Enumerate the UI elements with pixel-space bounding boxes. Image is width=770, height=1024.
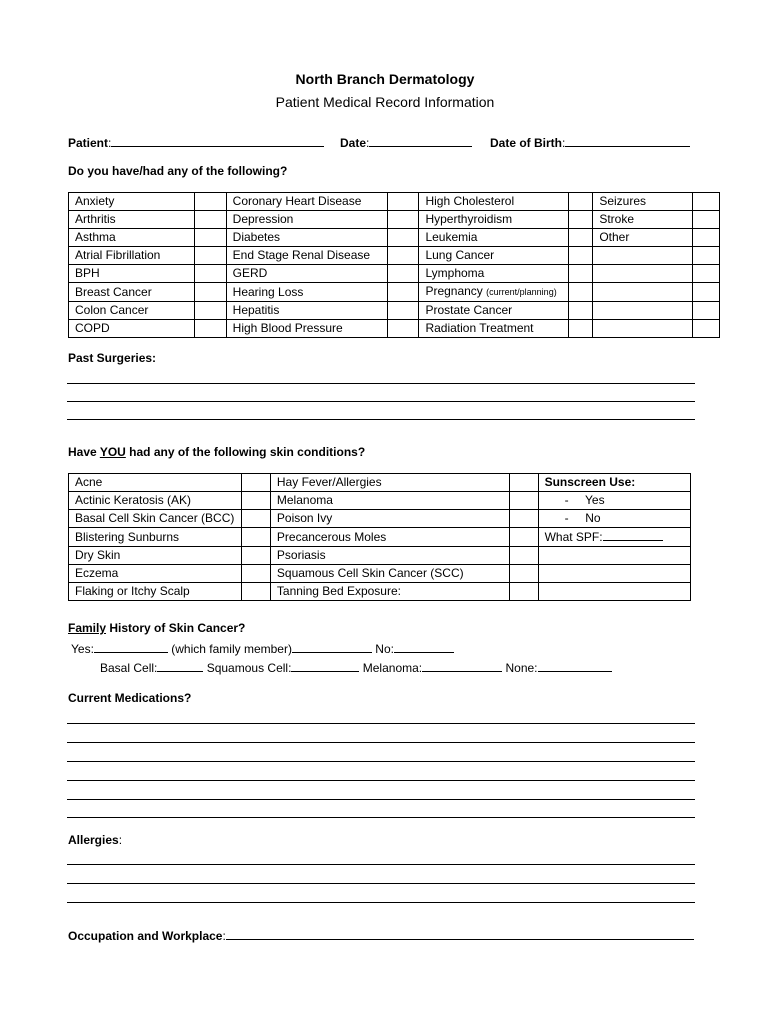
- condition-checkbox[interactable]: [194, 302, 226, 320]
- skin-condition-checkbox[interactable]: [509, 510, 538, 528]
- skin-condition-text: Tanning Bed Exposure:: [276, 584, 401, 598]
- condition-text: Leukemia: [425, 230, 478, 244]
- sunscreen-title: Sunscreen Use:: [544, 475, 636, 489]
- condition-label: [226, 320, 387, 338]
- conditions-table: [68, 192, 720, 338]
- skin-row: [69, 547, 691, 565]
- family-title-rest: History of Skin Cancer?: [106, 621, 246, 635]
- condition-label: [419, 211, 569, 229]
- condition-text: COPD: [75, 321, 110, 335]
- condition-label: [419, 283, 569, 302]
- condition-text: Lymphoma: [425, 266, 485, 280]
- conditions-row: [69, 283, 720, 302]
- condition-checkbox[interactable]: [693, 193, 720, 211]
- condition-checkbox[interactable]: [693, 211, 720, 229]
- skin-condition-label: [69, 583, 242, 601]
- medications-line-2[interactable]: [67, 742, 695, 743]
- condition-text: GERD: [232, 266, 268, 280]
- family-no-field[interactable]: [394, 640, 454, 653]
- skin-row: [69, 510, 691, 528]
- skin-condition-checkbox[interactable]: [241, 510, 270, 528]
- skin-condition-text: Basal Cell Skin Cancer (BCC): [75, 511, 235, 525]
- condition-text: Coronary Heart Disease: [232, 194, 362, 208]
- condition-text: Diabetes: [232, 230, 281, 244]
- date-label: Date: [340, 136, 367, 150]
- condition-label: [69, 247, 195, 265]
- skin-row: [69, 583, 691, 601]
- condition-checkbox[interactable]: [693, 265, 720, 283]
- family-which-member: (which family member): [171, 642, 292, 656]
- condition-text: Lung Cancer: [425, 248, 495, 262]
- condition-text: Asthma: [75, 230, 116, 244]
- medications-line-5[interactable]: [67, 799, 695, 800]
- family-no-label: No:: [375, 642, 394, 656]
- skin-condition-text: Poison Ivy: [276, 511, 333, 525]
- skin-condition-checkbox[interactable]: [509, 565, 538, 583]
- condition-label: [226, 265, 387, 283]
- patient-line: Patient:: [68, 134, 324, 150]
- skin-condition-text: Actinic Keratosis (AK): [75, 493, 192, 507]
- condition-text: Colon Cancer: [75, 303, 149, 317]
- condition-label: [419, 193, 569, 211]
- skin-condition-text: Dry Skin: [75, 548, 121, 562]
- condition-checkbox[interactable]: [569, 211, 593, 229]
- skin-row: [69, 474, 691, 492]
- condition-checkbox[interactable]: [569, 320, 593, 338]
- form-subtitle: Patient Medical Record Information: [275, 94, 495, 110]
- skin-condition-label: [69, 565, 242, 583]
- condition-text: Breast Cancer: [75, 284, 152, 299]
- condition-checkbox[interactable]: [194, 229, 226, 247]
- date-line: Date:: [340, 134, 472, 150]
- skin-condition-text: Eczema: [75, 566, 119, 580]
- melanoma-label: Melanoma:: [362, 661, 423, 675]
- condition-checkbox[interactable]: [569, 229, 593, 247]
- condition-label: [419, 302, 569, 320]
- clinic-title: North Branch Dermatology: [295, 71, 475, 87]
- sunscreen-cell: [538, 565, 690, 583]
- patient-field[interactable]: [111, 134, 324, 147]
- spf-label: What SPF:: [544, 530, 603, 544]
- condition-text: Hepatitis: [232, 303, 280, 317]
- condition-label: [593, 265, 693, 283]
- condition-checkbox[interactable]: [387, 265, 419, 283]
- skin-condition-text: Acne: [75, 475, 103, 489]
- condition-checkbox[interactable]: [693, 320, 720, 338]
- sunscreen-cell[interactable]: [538, 492, 690, 510]
- surgeries-line-3[interactable]: [67, 419, 695, 420]
- conditions-row: [69, 229, 720, 247]
- skin-condition-checkbox[interactable]: [509, 583, 538, 601]
- dob-line: Date of Birth:: [490, 134, 690, 150]
- skin-question-you: YOU: [99, 445, 126, 459]
- condition-label: [226, 302, 387, 320]
- skin-condition-label: [270, 474, 509, 492]
- family-yes-label: Yes:: [71, 642, 94, 656]
- surgeries-line-1[interactable]: [67, 383, 695, 384]
- condition-text: Hearing Loss: [232, 284, 304, 299]
- patient-label: Patient: [68, 136, 109, 150]
- spf-field[interactable]: [603, 528, 663, 541]
- none-field[interactable]: [538, 659, 612, 672]
- skin-condition-checkbox[interactable]: [509, 474, 538, 492]
- condition-checkbox[interactable]: [387, 247, 419, 265]
- condition-text: Arthritis: [75, 212, 116, 226]
- condition-checkbox[interactable]: [194, 247, 226, 265]
- condition-text: Stroke: [599, 212, 634, 226]
- condition-label: [69, 193, 195, 211]
- condition-checkbox[interactable]: [194, 265, 226, 283]
- condition-label: [593, 211, 693, 229]
- conditions-row: [69, 211, 720, 229]
- basal-field[interactable]: [157, 659, 203, 672]
- skin-condition-label: [270, 492, 509, 510]
- skin-condition-text: Flaking or Itchy Scalp: [75, 584, 190, 598]
- skin-condition-text: Blistering Sunburns: [75, 529, 180, 544]
- condition-text: Radiation Treatment: [425, 321, 534, 335]
- condition-label: [226, 193, 387, 211]
- family-member-field[interactable]: [292, 640, 372, 653]
- skin-condition-label: [69, 510, 242, 528]
- family-types-line: [100, 659, 612, 675]
- condition-text: BPH: [75, 266, 100, 280]
- squamous-field[interactable]: [291, 659, 359, 672]
- skin-condition-label: [69, 528, 242, 547]
- squamous-label: Squamous Cell:: [206, 661, 292, 675]
- condition-text: Other: [599, 230, 630, 244]
- skin-condition-checkbox[interactable]: [509, 492, 538, 510]
- condition-text: Atrial Fibrillation: [75, 248, 161, 262]
- condition-text: Depression: [232, 212, 294, 226]
- condition-text: Pregnancy: [425, 284, 483, 298]
- skin-condition-label: [270, 510, 509, 528]
- skin-condition-checkbox[interactable]: [509, 547, 538, 565]
- date-field[interactable]: [369, 134, 472, 147]
- condition-checkbox[interactable]: [693, 283, 720, 302]
- family-history-title: [68, 621, 245, 635]
- skin-condition-checkbox[interactable]: [509, 528, 538, 547]
- condition-label: [69, 229, 195, 247]
- skin-table: [68, 473, 691, 601]
- past-surgeries-label: Past Surgeries:: [68, 351, 157, 365]
- condition-label: [226, 247, 387, 265]
- condition-checkbox[interactable]: [387, 229, 419, 247]
- family-yes-line: [71, 640, 454, 656]
- skin-condition-label: [69, 492, 242, 510]
- condition-label: [226, 283, 387, 302]
- melanoma-field[interactable]: [422, 659, 502, 672]
- condition-checkbox[interactable]: [387, 302, 419, 320]
- condition-checkbox[interactable]: [194, 193, 226, 211]
- medications-line-4[interactable]: [67, 780, 695, 781]
- condition-checkbox[interactable]: [569, 247, 593, 265]
- condition-text: High Cholesterol: [425, 194, 515, 208]
- condition-checkbox[interactable]: [387, 320, 419, 338]
- condition-label: [419, 247, 569, 265]
- dob-field[interactable]: [565, 134, 690, 147]
- condition-label: [419, 229, 569, 247]
- sunscreen-no: - No: [564, 511, 601, 525]
- condition-label: [69, 283, 195, 302]
- skin-condition-label: [270, 565, 509, 583]
- dob-label: Date of Birth: [490, 136, 562, 150]
- sunscreen-cell: [538, 583, 690, 601]
- skin-condition-checkbox[interactable]: [241, 547, 270, 565]
- surgeries-line-2[interactable]: [67, 401, 695, 402]
- condition-checkbox[interactable]: [569, 302, 593, 320]
- conditions-row: [69, 265, 720, 283]
- condition-checkbox[interactable]: [194, 283, 226, 302]
- family-title-word: Family: [68, 621, 107, 635]
- skin-condition-text: Psoriasis: [276, 548, 326, 562]
- medications-line-3[interactable]: [67, 761, 695, 762]
- pregnancy-note: (current/planning): [486, 287, 557, 297]
- condition-text: End Stage Renal Disease: [232, 248, 371, 262]
- skin-condition-checkbox[interactable]: [241, 565, 270, 583]
- skin-condition-checkbox[interactable]: [241, 492, 270, 510]
- condition-checkbox[interactable]: [693, 247, 720, 265]
- condition-checkbox[interactable]: [693, 229, 720, 247]
- skin-condition-text: Precancerous Moles: [276, 529, 387, 544]
- condition-text: Seizures: [599, 194, 646, 208]
- occupation-label: Occupation and Workplace: [68, 929, 223, 943]
- skin-condition-label: [270, 583, 509, 601]
- sunscreen-cell[interactable]: [538, 474, 690, 492]
- skin-condition-checkbox[interactable]: [241, 474, 270, 492]
- allergies-line-2[interactable]: [67, 883, 695, 884]
- skin-condition-label: [69, 547, 242, 565]
- skin-condition-text: Squamous Cell Skin Cancer (SCC): [276, 566, 464, 580]
- basal-label: Basal Cell:: [100, 661, 158, 675]
- condition-label: [69, 265, 195, 283]
- condition-checkbox[interactable]: [569, 283, 593, 302]
- conditions-row: [69, 193, 720, 211]
- skin-row: [69, 528, 691, 547]
- conditions-row: [69, 302, 720, 320]
- skin-condition-label: [69, 474, 242, 492]
- condition-label: [69, 320, 195, 338]
- family-yes-field[interactable]: [94, 640, 168, 653]
- condition-label: [593, 320, 693, 338]
- conditions-question: Do you have/had any of the following?: [68, 164, 288, 178]
- occupation-field[interactable]: [226, 927, 694, 940]
- sunscreen-cell: [538, 547, 690, 565]
- condition-label: [593, 193, 693, 211]
- condition-text: Hyperthyroidism: [425, 212, 513, 226]
- skin-question-prefix: Have: [68, 445, 100, 459]
- allergies-heading: [68, 833, 122, 847]
- medications-line-6[interactable]: [67, 817, 695, 818]
- skin-condition-text: Melanoma: [276, 493, 333, 507]
- condition-label: [419, 265, 569, 283]
- condition-label: [419, 320, 569, 338]
- sunscreen-cell[interactable]: [538, 510, 690, 528]
- skin-question: [68, 445, 365, 459]
- skin-row: [69, 492, 691, 510]
- occupation-line: [68, 927, 694, 943]
- occupation-colon: :: [222, 929, 226, 943]
- condition-label: [69, 302, 195, 320]
- condition-text: High Blood Pressure: [232, 321, 343, 335]
- condition-checkbox[interactable]: [569, 193, 593, 211]
- skin-condition-checkbox[interactable]: [241, 528, 270, 547]
- condition-checkbox[interactable]: [387, 211, 419, 229]
- conditions-row: [69, 247, 720, 265]
- condition-label: [593, 283, 693, 302]
- skin-condition-label: [270, 528, 509, 547]
- allergies-colon: :: [118, 833, 123, 847]
- skin-condition-text: Hay Fever/Allergies: [276, 475, 382, 489]
- allergies-label: Allergies: [68, 833, 119, 847]
- medications-label: Current Medications?: [68, 691, 192, 705]
- condition-label: [69, 211, 195, 229]
- sunscreen-yes: - Yes: [564, 493, 605, 507]
- allergies-line-3[interactable]: [67, 902, 695, 903]
- condition-checkbox[interactable]: [387, 283, 419, 302]
- condition-label: [593, 247, 693, 265]
- condition-label: [226, 211, 387, 229]
- skin-condition-checkbox[interactable]: [241, 583, 270, 601]
- skin-question-suffix: had any of the following skin conditions?: [125, 445, 366, 459]
- condition-checkbox[interactable]: [194, 320, 226, 338]
- condition-label: [593, 302, 693, 320]
- skin-condition-label: [270, 547, 509, 565]
- none-label: None:: [505, 661, 538, 675]
- condition-label: [226, 229, 387, 247]
- condition-checkbox[interactable]: [693, 302, 720, 320]
- sunscreen-cell[interactable]: [538, 528, 690, 547]
- condition-text: Prostate Cancer: [425, 303, 513, 317]
- condition-text: Anxiety: [75, 194, 115, 208]
- condition-checkbox[interactable]: [194, 211, 226, 229]
- skin-row: [69, 565, 691, 583]
- condition-checkbox[interactable]: [387, 193, 419, 211]
- medications-line-1[interactable]: [67, 723, 695, 724]
- condition-checkbox[interactable]: [569, 265, 593, 283]
- condition-label: [593, 229, 693, 247]
- allergies-line-1[interactable]: [67, 864, 695, 865]
- conditions-row: [69, 320, 720, 338]
